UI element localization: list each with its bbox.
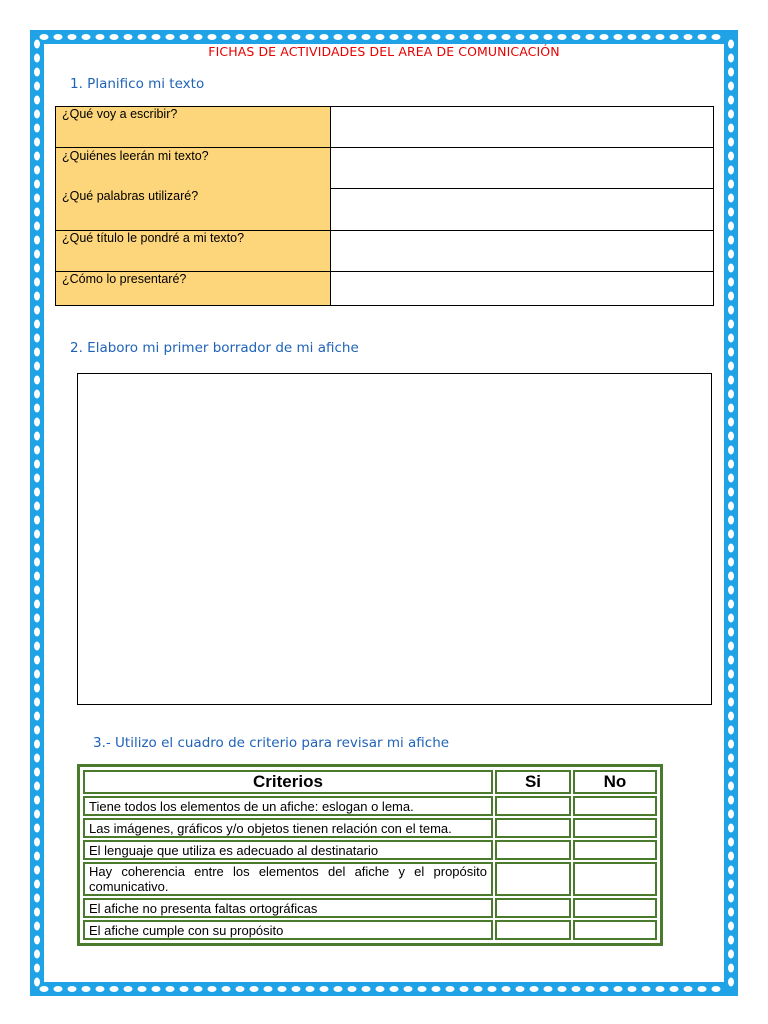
border-dot	[728, 96, 734, 105]
border-dot	[34, 488, 40, 497]
criterion-text: El lenguaje que utiliza es adecuado al destinatario	[83, 840, 493, 860]
border-dot	[34, 964, 40, 973]
border-dot	[544, 34, 553, 40]
border-dot	[208, 986, 217, 992]
criterion-text: El afiche no presenta faltas ortográficas	[83, 898, 493, 918]
border-dot	[34, 502, 40, 511]
border-dot	[728, 782, 734, 791]
border-dot	[138, 34, 147, 40]
border-dot	[34, 600, 40, 609]
border-dot	[728, 432, 734, 441]
border-dot	[728, 796, 734, 805]
border-dot	[34, 726, 40, 735]
border-dot	[34, 180, 40, 189]
si-checkbox-cell[interactable]	[495, 840, 571, 860]
border-dot	[82, 34, 91, 40]
border-dot	[54, 34, 63, 40]
header-criterios: Criterios	[83, 770, 493, 794]
border-dot	[34, 894, 40, 903]
border-dot	[320, 986, 329, 992]
border-dot	[166, 986, 175, 992]
border-dot	[306, 34, 315, 40]
answer-field-title[interactable]	[332, 231, 712, 271]
border-dot	[728, 292, 734, 301]
border-dot	[728, 656, 734, 665]
border-dot	[96, 34, 105, 40]
border-dot	[34, 82, 40, 91]
border-dot	[474, 34, 483, 40]
border-dot	[194, 34, 203, 40]
border-dot	[728, 894, 734, 903]
question-words: ¿Qué palabras utilizaré?	[62, 189, 199, 203]
border-dot	[34, 712, 40, 721]
border-dot	[418, 986, 427, 992]
border-dot	[728, 446, 734, 455]
border-dot	[34, 628, 40, 637]
border-dot	[728, 544, 734, 553]
si-checkbox-cell[interactable]	[495, 862, 571, 896]
border-dot	[474, 986, 483, 992]
border-dot	[728, 670, 734, 679]
border-dot	[124, 986, 133, 992]
border-dot	[34, 824, 40, 833]
border-dot	[728, 642, 734, 651]
border-dot	[460, 34, 469, 40]
border-dot	[180, 986, 189, 992]
page-title: FICHAS DE ACTIVIDADES DEL AREA DE COMUNICACIÓN	[208, 44, 560, 59]
border-dot	[34, 586, 40, 595]
border-dot	[96, 986, 105, 992]
border-dot	[728, 376, 734, 385]
criteria-table	[77, 764, 663, 946]
question-what-write: ¿Qué voy a escribir?	[62, 107, 178, 121]
table-row	[83, 920, 657, 940]
border-dot	[390, 986, 399, 992]
border-dot	[728, 348, 734, 357]
header-si: Si	[495, 770, 571, 794]
border-dot	[34, 544, 40, 553]
border-dot	[728, 726, 734, 735]
no-checkbox-cell[interactable]	[573, 840, 657, 860]
border-dot	[34, 306, 40, 315]
border-dot	[34, 474, 40, 483]
border-dot	[586, 986, 595, 992]
table-row	[83, 862, 657, 896]
no-checkbox-cell[interactable]	[573, 818, 657, 838]
border-dot	[34, 936, 40, 945]
border-dot	[728, 502, 734, 511]
border-dot	[418, 34, 427, 40]
border-dot	[40, 986, 49, 992]
planning-table	[55, 106, 714, 306]
border-dot	[34, 572, 40, 581]
border-dot	[34, 642, 40, 651]
border-dot	[34, 614, 40, 623]
border-dot	[516, 986, 525, 992]
answer-field-words[interactable]	[332, 189, 712, 230]
question-who-reads: ¿Quiénes leerán mi texto?	[62, 149, 209, 163]
border-dot	[40, 34, 49, 40]
border-dot	[628, 34, 637, 40]
border-dot	[728, 180, 734, 189]
border-dot	[236, 986, 245, 992]
si-checkbox-cell[interactable]	[495, 898, 571, 918]
border-dot	[572, 986, 581, 992]
border-dot	[404, 34, 413, 40]
border-dot	[600, 34, 609, 40]
border-dot	[446, 986, 455, 992]
border-dot	[728, 208, 734, 217]
border-dot	[728, 754, 734, 763]
border-dot	[728, 572, 734, 581]
border-dot	[82, 986, 91, 992]
si-checkbox-cell[interactable]	[495, 796, 571, 816]
border-dot	[728, 278, 734, 287]
border-dot	[544, 986, 553, 992]
border-dot	[390, 34, 399, 40]
border-dot	[728, 964, 734, 973]
criterion-text: Tiene todos los elementos de un afiche: eslogan o lema.	[83, 796, 493, 816]
border-dot	[446, 34, 455, 40]
border-dot	[34, 838, 40, 847]
border-dot	[250, 34, 259, 40]
border-dot	[460, 986, 469, 992]
border-dot	[558, 34, 567, 40]
border-dot	[362, 986, 371, 992]
border-dot	[34, 698, 40, 707]
border-dot	[728, 922, 734, 931]
border-dot	[628, 986, 637, 992]
border-dot	[34, 264, 40, 273]
border-dot	[728, 460, 734, 469]
border-dot	[34, 292, 40, 301]
no-checkbox-cell[interactable]	[573, 898, 657, 918]
border-dot	[488, 34, 497, 40]
border-dot	[334, 34, 343, 40]
table-row	[83, 818, 657, 838]
border-dot	[404, 986, 413, 992]
answer-field-presentation[interactable]	[332, 272, 712, 305]
border-dot	[728, 152, 734, 161]
border-dot	[670, 34, 679, 40]
border-dot	[34, 320, 40, 329]
border-dot	[34, 922, 40, 931]
border-dot	[34, 124, 40, 133]
border-dot	[292, 34, 301, 40]
section-3-heading: 3.- Utilizo el cuadro de criterio para revisar mi afiche	[93, 735, 450, 751]
border-dot	[68, 34, 77, 40]
border-dot	[34, 334, 40, 343]
border-dot	[292, 986, 301, 992]
border-dot	[34, 852, 40, 861]
border-dot	[728, 698, 734, 707]
border-dot	[728, 488, 734, 497]
border-dot	[684, 34, 693, 40]
border-dot	[728, 222, 734, 231]
border-dot	[208, 34, 217, 40]
border-dot	[34, 68, 40, 77]
border-dot	[728, 390, 734, 399]
border-dot	[728, 866, 734, 875]
border-dot	[516, 34, 525, 40]
border-dot	[34, 782, 40, 791]
border-dot	[222, 986, 231, 992]
border-dot	[34, 250, 40, 259]
border-dot	[728, 530, 734, 539]
border-dot	[728, 250, 734, 259]
border-dot	[34, 404, 40, 413]
border-dot	[34, 810, 40, 819]
border-dot	[614, 986, 623, 992]
answer-field-what-write[interactable]	[332, 107, 712, 147]
border-dot	[728, 516, 734, 525]
border-dot	[728, 124, 734, 133]
border-dot	[320, 34, 329, 40]
border-dot	[68, 986, 77, 992]
border-dot	[264, 986, 273, 992]
border-dot	[600, 986, 609, 992]
border-dot	[728, 852, 734, 861]
table-row	[83, 840, 657, 860]
border-dot	[728, 768, 734, 777]
border-dot	[728, 236, 734, 245]
border-dot	[432, 986, 441, 992]
border-dot	[728, 166, 734, 175]
border-dot	[728, 138, 734, 147]
si-checkbox-cell[interactable]	[495, 818, 571, 838]
border-dot	[34, 278, 40, 287]
border-dot	[34, 754, 40, 763]
border-dot	[728, 320, 734, 329]
border-dot	[530, 34, 539, 40]
criterion-text: Hay coherencia entre los elementos del afiche y el propósito comunicativo.	[83, 862, 493, 896]
border-dot	[278, 34, 287, 40]
border-dot	[34, 446, 40, 455]
border-dot	[34, 880, 40, 889]
no-checkbox-cell[interactable]	[573, 862, 657, 896]
border-dot	[728, 824, 734, 833]
border-dot	[34, 516, 40, 525]
answer-field-who-reads[interactable]	[332, 148, 712, 188]
border-dot	[698, 986, 707, 992]
border-dot	[34, 670, 40, 679]
no-checkbox-cell[interactable]	[573, 920, 657, 940]
border-dot	[728, 950, 734, 959]
border-dot	[348, 986, 357, 992]
criterion-text: Las imágenes, gráficos y/o objetos tienen relación con el tema.	[83, 818, 493, 838]
border-dot	[34, 950, 40, 959]
border-dot	[278, 986, 287, 992]
border-dot	[348, 34, 357, 40]
border-dot	[656, 34, 665, 40]
border-dot	[376, 34, 385, 40]
border-dot	[530, 986, 539, 992]
border-dot	[334, 986, 343, 992]
border-dot	[34, 740, 40, 749]
question-presentation: ¿Cómo lo presentaré?	[62, 272, 187, 286]
border-dot	[180, 34, 189, 40]
border-dot	[728, 418, 734, 427]
border-dot	[34, 558, 40, 567]
border-dot	[34, 348, 40, 357]
border-dot	[124, 34, 133, 40]
border-dot	[670, 986, 679, 992]
section-2-heading: 2. Elaboro mi primer borrador de mi afiche	[70, 340, 359, 356]
border-dot	[642, 986, 651, 992]
border-dot	[728, 628, 734, 637]
border-dot	[34, 796, 40, 805]
border-dot	[110, 986, 119, 992]
border-dot	[728, 362, 734, 371]
border-dot	[222, 34, 231, 40]
border-dot	[362, 34, 371, 40]
border-dot	[614, 34, 623, 40]
border-dot	[34, 152, 40, 161]
border-dot	[34, 138, 40, 147]
border-dot	[728, 600, 734, 609]
border-dot	[264, 34, 273, 40]
border-dot	[656, 986, 665, 992]
border-dot	[586, 34, 595, 40]
border-dot	[166, 34, 175, 40]
border-dot	[728, 334, 734, 343]
section-1-heading: 1. Planifico mi texto	[70, 76, 205, 92]
border-dot	[34, 460, 40, 469]
border-dot	[698, 34, 707, 40]
border-dot	[152, 34, 161, 40]
border-dot	[34, 208, 40, 217]
question-title: ¿Qué título le pondré a mi texto?	[62, 231, 245, 245]
border-dot	[34, 96, 40, 105]
border-dot	[728, 978, 734, 987]
border-dot	[432, 34, 441, 40]
border-dot	[728, 586, 734, 595]
border-dot	[376, 986, 385, 992]
border-dot	[34, 194, 40, 203]
criteria-header-row	[83, 770, 657, 794]
border-dot	[712, 986, 721, 992]
border-dot	[34, 908, 40, 917]
border-dot	[34, 362, 40, 371]
border-dot	[306, 986, 315, 992]
border-dot	[34, 978, 40, 987]
border-dot	[488, 986, 497, 992]
border-dot	[728, 558, 734, 567]
border-dot	[502, 986, 511, 992]
border-dot	[728, 306, 734, 315]
border-dot	[728, 684, 734, 693]
border-dot	[728, 740, 734, 749]
border-dot	[194, 986, 203, 992]
border-dot	[34, 530, 40, 539]
border-dot	[236, 34, 245, 40]
border-dot	[138, 986, 147, 992]
criterion-text: El afiche cumple con su propósito	[83, 920, 493, 940]
si-checkbox-cell[interactable]	[495, 920, 571, 940]
border-dot	[728, 614, 734, 623]
border-dot	[34, 376, 40, 385]
border-dot	[110, 34, 119, 40]
draft-drawing-box[interactable]	[77, 373, 712, 705]
border-dot	[34, 236, 40, 245]
border-dot	[684, 986, 693, 992]
border-dot	[642, 34, 651, 40]
border-dot	[34, 390, 40, 399]
header-no: No	[573, 770, 657, 794]
border-dot	[728, 810, 734, 819]
border-dot	[728, 404, 734, 413]
border-dot	[34, 684, 40, 693]
border-dot	[34, 768, 40, 777]
border-dot	[728, 908, 734, 917]
no-checkbox-cell[interactable]	[573, 796, 657, 816]
border-dot	[572, 34, 581, 40]
border-dot	[34, 222, 40, 231]
border-dot	[728, 194, 734, 203]
border-dot	[250, 986, 259, 992]
border-dot	[34, 432, 40, 441]
border-dot	[502, 34, 511, 40]
border-dot	[34, 656, 40, 665]
border-dot	[728, 474, 734, 483]
border-dot	[34, 418, 40, 427]
border-dot	[34, 110, 40, 119]
border-dot	[728, 838, 734, 847]
border-dot	[34, 866, 40, 875]
border-dot	[728, 936, 734, 945]
border-dot	[152, 986, 161, 992]
border-dot	[728, 68, 734, 77]
border-dot	[728, 110, 734, 119]
border-dot	[728, 712, 734, 721]
border-dot	[712, 34, 721, 40]
border-dot	[728, 880, 734, 889]
border-dot	[34, 166, 40, 175]
table-row	[83, 898, 657, 918]
border-dot	[54, 986, 63, 992]
border-dot	[728, 264, 734, 273]
border-dot	[728, 82, 734, 91]
table-row	[83, 796, 657, 816]
border-dot	[558, 986, 567, 992]
